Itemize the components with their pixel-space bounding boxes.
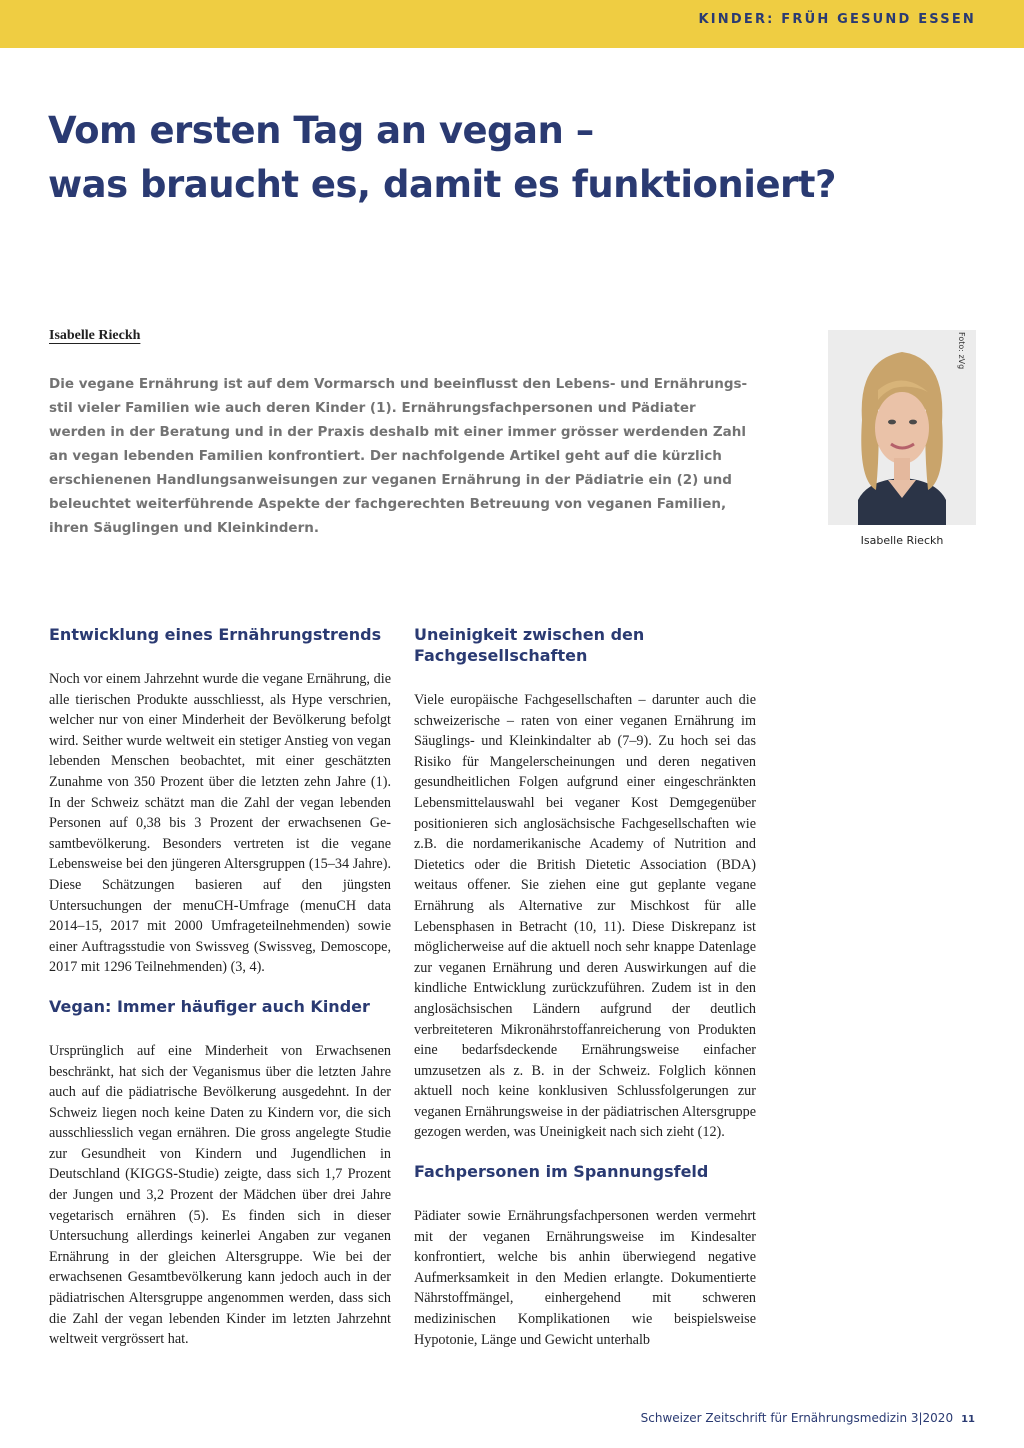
section-label: KINDER: FRÜH GESUND ESSEN bbox=[698, 12, 976, 27]
heading-fachgesellschaften: Uneinigkeit zwischen den Fachgesellschaften bbox=[414, 625, 645, 665]
heading-ernaehrungstrends: Entwicklung eines Ernährungstrends bbox=[49, 625, 382, 644]
paragraph-spannungsfeld: Pädiater sowie Ernährungsfachpersonen werden vermehrt mit der veganen Ernährungsweise im Kindesalter konfrontiert, welche bis anhin überwiegend negative Aufmerksamkeit in den Medien erlangte. Dokumentierte Nährstoffmängel, einhergehend mit schweren medizinischen Komplikationen wie beispielsweise Hypotonie, Länge und Gewicht unterhalb bbox=[414, 1208, 756, 1348]
heading-spannungsfeld: Fachpersonen im Spannungsfeld bbox=[414, 1162, 709, 1182]
section-header-bar bbox=[0, 0, 1024, 48]
title-line-1: Vom ersten Tag an vegan – bbox=[48, 109, 594, 152]
page-number: 11 bbox=[961, 1414, 975, 1425]
heading-vegan-kinder: Vegan: Immer häufiger auch Kinder bbox=[49, 996, 370, 1016]
lead-paragraph: Die vegane Ernährung ist auf dem Vormarsch und beeinflusst den Lebens- und Ernährungsstil vieler Familien wie auch deren Kinder (1). Ernährungsfachpersonen und Pädiater werden in der Beratung und in der Praxis deshalb mit einer immer grösser werdenden Zahl an vegan lebenden Familien konfrontiert. Der nachfolgende Artikel geht auf die kürzlich erschienenen Handlungsanweisungen zur veganen Ernährung in der Pädiatrie ein (2) und beleuchtet weiterführende Aspekte der fachgerechten Betreuung von veganen Familien, ihren Säuglingen und Kleinkindern. bbox=[49, 376, 748, 536]
column-right bbox=[414, 624, 756, 1350]
page-footer bbox=[641, 1411, 975, 1425]
photo-caption: Isabelle Rieckh bbox=[860, 534, 944, 547]
paragraph-fachgesellschaften: Viele europäische Fachgesellschaften – darunter auch die schweizerische – raten von einer veganen Ernährung im Säuglings- und Kleinkindalter ab (7–9). Zu hoch sei das Risiko für Mangelerscheinungen und deren negativen gesundheitlichen Folgen aufgrund einer eingeschränkten Lebensmittelauswahl bei veganer Kost Demgegenüber positionieren sich anglosächsische Fachgesellschaften wie z.B. die nordamerikanische Academy of Nutrition and Dietetics oder die British Dietetic Association (BDA) weitaus offener. Sie ziehen eine gut geplante vegane Ernährung als Alternative zur Mischkost für alle Lebensphasen in Betracht (10, 11). Diese Diskrepanz ist möglicherweise auf die aktuell noch sehr knappe Datenlage zur veganen Ernährung und deren Auswirkungen auf die kindliche Entwicklung zurückzuführen. Zudem ist in den anglosächsischen Ländern aufgrund der deutlich verbreiteteren Mikronährstoffanreicherung von Produkten eine bedarfsdeckende Ernährungsweise einfacher umzusetzen als z. B. in der Schweiz. Folglich können aktuell noch keine konklusiven Schlussfolgerungen zur veganen Ernährungsweise in der pädiatrischen Altersgruppe gezogen werden, was Uneinigkeit nach sich zieht (12). bbox=[414, 692, 756, 1141]
title-line-2: was braucht es, damit es funktioniert? bbox=[48, 163, 836, 206]
author-photo bbox=[828, 330, 976, 525]
paragraph-vegan-kinder: Ursprünglich auf eine Minderheit von Erwachsenen beschränkt, hat sich der Veganismus über die letzten Jahre auch auf die pädiatrische Bevölkerung ausgedehnt. In der Schweiz liegen noch keine Daten zu Kindern vor, die sich ausschliesslich vegan ernähren. Die gross angelegte Studie zur Gesundheit von Kindern und Jugendlichen in Deutschland (KIGGS-Studie) zeigte, dass sich 1,7 Prozent der Jungen und 3,2 Prozent der Mädchen über drei Jahre vegetarisch ernähren (5). Es finden sich in dieser Untersuchung allerdings keinerlei Angaben zur veganen Ernährung in der gleichen Altersgruppe. Wie bei der erwachsenen Gesamtbevölkerung kann jedoch auch in der pädiatrischen Altersgruppe angenommen werden, dass sich die Zahl der vegan lebenden Kinder im letzten Jahrzehnt weltweit vergrössert hat. bbox=[49, 1042, 391, 1348]
journal-name: Schweizer Zeitschrift für Ernährungsmedizin 3|2020 bbox=[640, 1411, 954, 1425]
photo-credit: Foto: zVg bbox=[957, 332, 966, 370]
article-title bbox=[48, 104, 948, 212]
author-name: Isabelle Rieckh bbox=[49, 328, 141, 343]
paragraph-ernaehrungstrends: Noch vor einem Jahrzehnt wurde die vegane Ernährung, die alle tierischen Produkte ausschliesst, als Hype verschrien, welcher nur von einer Minderheit der Bevölkerung befolgt wird. Seither wurde weltweit ein stetiger Anstieg von vegan lebenden Menschen beobachtet, mit einer geschätzten Zunahme von 350 Prozent über die letzten zehn Jahre (1). In der Schweiz schätzt man die Zahl der vegan lebenden Personen auf 0,38 bis 3 Prozent der erwachsenen Gesamtbevölkerung. Besonders vertreten ist die vegane Lebensweise bei den jüngeren Altersgruppen (15–34 Jahre). Diese Schätzungen basieren auf den jüngsten Untersuchungen der menuCH-Umfrage (menuCH data 2014–15, 2017 mit 2000 Umfrageteilnehmenden) sowie einer Auftragsstudie von Swissveg (Swissveg, Demoscope, 2017 mit 1296 Teilnehmenden) (3, 4). bbox=[49, 671, 391, 976]
portrait-illustration bbox=[828, 330, 976, 525]
column-left bbox=[49, 624, 391, 1350]
